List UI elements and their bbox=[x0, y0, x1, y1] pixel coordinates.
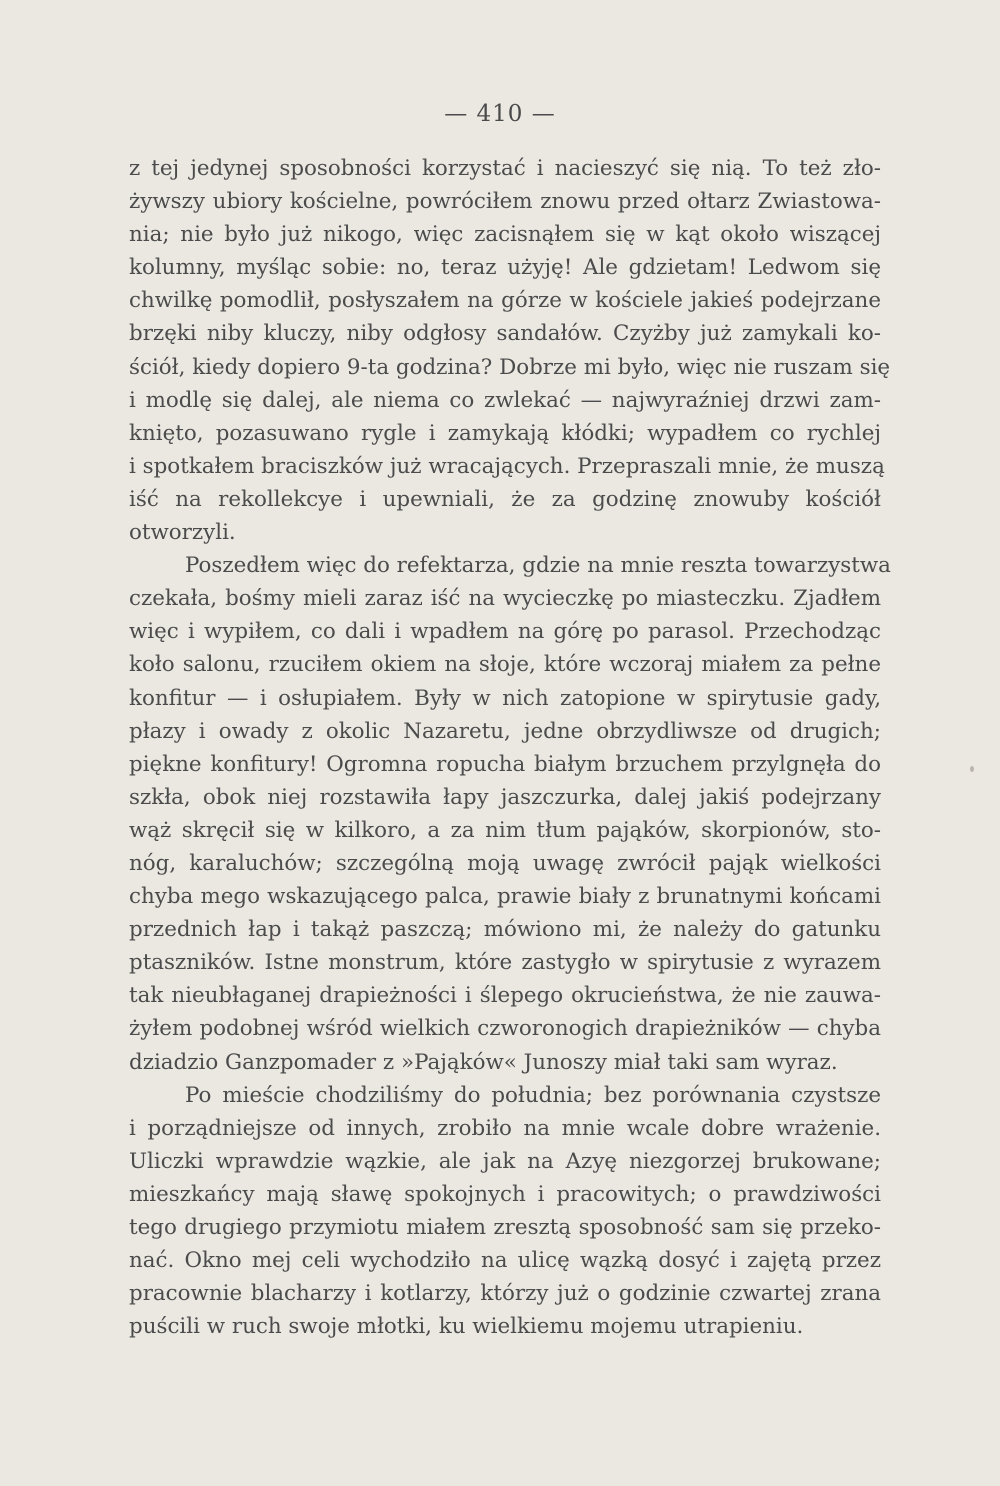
text-line: ptaszników. Istne monstrum, które zastygło w spirytusie z wyrazem bbox=[129, 950, 881, 976]
text-line: więc i wypiłem, co dali i wpadłem na górę po parasol. Przechodząc bbox=[129, 619, 881, 645]
paragraph bbox=[129, 1079, 881, 1344]
text-line: żyłem podobnej wśród wielkich czworonogich drapieżników — chyba bbox=[129, 1016, 881, 1042]
text-line: piękne konfitury! Ogromna ropucha białym brzuchem przylgnęła do bbox=[129, 751, 881, 777]
text-line: płazy i owady z okolic Nazaretu, jedne obrzydliwsze od drugich; bbox=[129, 718, 881, 744]
text-line: puścili w ruch swoje młotki, ku wielkiemu mojemu utrapieniu. bbox=[129, 1314, 804, 1340]
text-line: nia; nie było już nikogo, więc zacisnąłem się w kąt około wiszącej bbox=[129, 222, 881, 248]
text-line: żywszy ubiory kościelne, powróciłem znowu przed ołtarz Zwiastowa- bbox=[129, 189, 881, 215]
text-line: Poszedłem więc do refektarza, gdzie na mnie reszta towarzystwa bbox=[185, 553, 891, 579]
text-line: tak nieubłaganej drapieżności i ślepego okrucieństwa, że nie zauwa- bbox=[129, 983, 881, 1009]
text-line: czekała, bośmy mieli zaraz iść na wycieczkę po miasteczku. Zjadłem bbox=[129, 586, 881, 612]
text-line: przednich łap i takąż paszczą; mówiono mi, że należy do gatunku bbox=[129, 917, 881, 943]
text-line: tego drugiego przymiotu miałem zresztą sposobność sam się przeko- bbox=[129, 1215, 881, 1240]
text-line: i porządniejsze od innych, zrobiło na mnie wcale dobre wrażenie. bbox=[129, 1115, 881, 1141]
text-line: z tej jedynej sposobności korzystać i nacieszyć się nią. To też zło- bbox=[129, 156, 881, 181]
text-line: brzęki niby kluczy, niby odgłosy sandałów. Czyżby już zamykali ko- bbox=[129, 321, 881, 347]
text-line: chyba mego wskazującego palca, prawie biały z brunatnymi końcami bbox=[129, 884, 881, 910]
text-line: dziadzio Ganzpomader z »Pająków« Junoszy miał taki sam wyraz. bbox=[129, 1049, 838, 1075]
text-line: nać. Okno mej celi wychodziło na ulicę wązką dosyć i zajętą przez bbox=[129, 1248, 881, 1274]
page-number: — 410 — bbox=[444, 101, 556, 127]
text-line: knięto, pozasuwano rygle i zamykają kłódki; wypadłem co rychlej bbox=[129, 420, 881, 446]
paragraph bbox=[129, 152, 891, 549]
text-line: ściół, kiedy dopiero 9-ta godzina? Dobrze mi było, więc nie ruszam się bbox=[129, 354, 891, 380]
text-line: mieszkańcy mają sławę spokojnych i pracowitych; o prawdziwości bbox=[129, 1181, 881, 1207]
body-text bbox=[129, 152, 891, 1343]
text-line: i modlę się dalej, ale niema co zwlekać — najwyraźniej drzwi zam- bbox=[129, 387, 881, 413]
text-line: nóg, karaluchów; szczególną moją uwagę zwrócił pająk wielkości bbox=[129, 850, 881, 876]
text-line: pracownie blacharzy i kotlarzy, którzy już o godzinie czwartej zrana bbox=[129, 1281, 881, 1307]
text-line: konfitur — i osłupiałem. Były w nich zatopione w spirytusie gady, bbox=[129, 685, 881, 711]
paper-stain bbox=[970, 766, 974, 772]
paragraph bbox=[129, 549, 891, 1079]
text-line: i spotkałem braciszków już wracających. Przepraszali mnie, że muszą bbox=[129, 453, 885, 479]
text-line: chwilkę pomodlił, posłyszałem na górze w kościele jakieś podejrzane bbox=[129, 288, 881, 314]
text-line: koło salonu, rzuciłem okiem na słoje, które wczoraj miałem za pełne bbox=[129, 652, 881, 678]
text-line: iść na rekollekcye i upewniali, że za godzinę znowuby kościół bbox=[129, 486, 881, 512]
text-line: wąż skręcił się w kilkoro, a za nim tłum pająków, skorpionów, sto- bbox=[129, 817, 881, 843]
text-line: Po mieście chodziliśmy do południa; bez porównania czystsze bbox=[185, 1082, 881, 1108]
text-line: Uliczki wprawdzie wązkie, ale jak na Azyę niezgorzej brukowane; bbox=[129, 1148, 881, 1174]
text-line: kolumny, myśląc sobie: no, teraz użyję! Ale gdzietam! Ledwom się bbox=[129, 255, 881, 281]
text-line: szkła, obok niej rozstawiła łapy jaszczurka, dalej jakiś podejrzany bbox=[129, 784, 881, 810]
text-line: otworzyli. bbox=[129, 520, 236, 546]
